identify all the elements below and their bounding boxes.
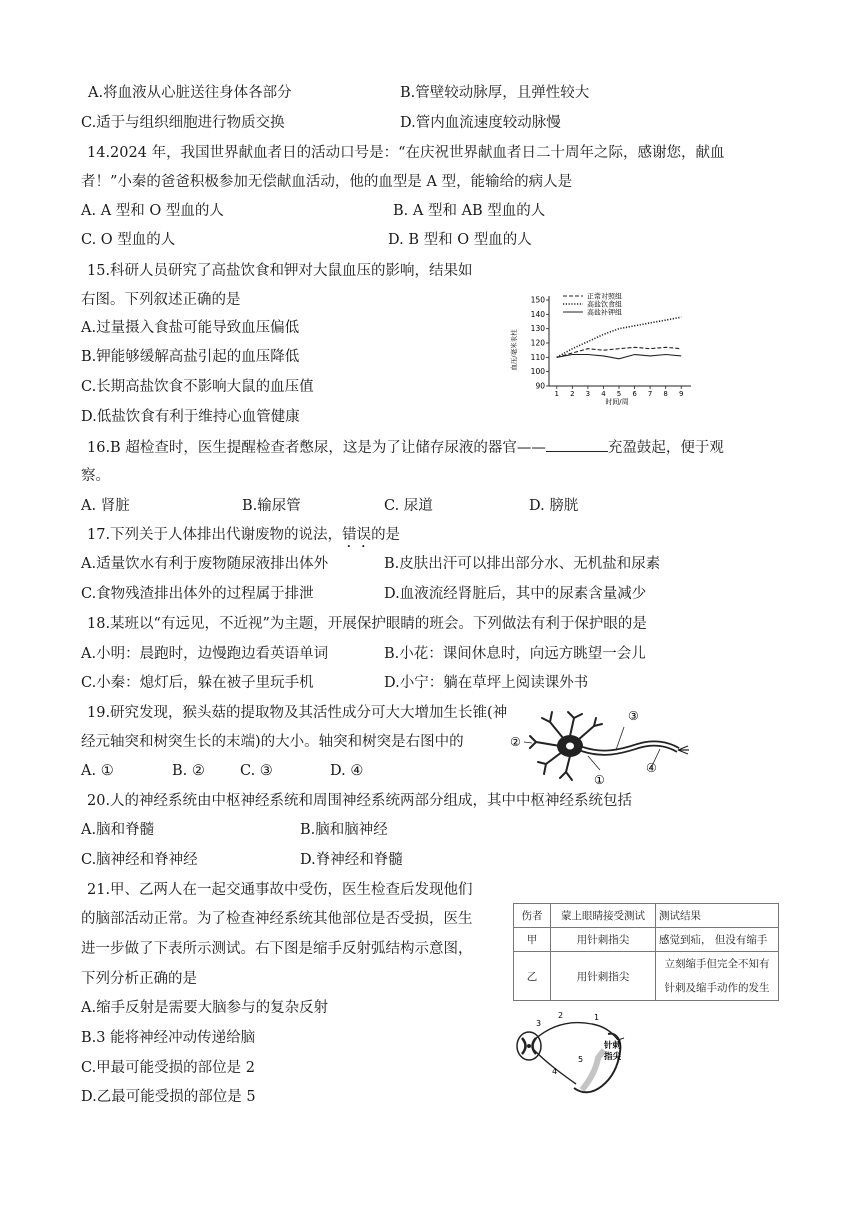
chart-x-tick-label: 7 bbox=[647, 390, 653, 398]
chart-x-tick-label: 4 bbox=[601, 390, 606, 398]
table-cell-line: 针刺及缩手动作的发生 bbox=[664, 982, 770, 994]
spinal-cord-icon bbox=[517, 1032, 541, 1060]
chart-x-tick-label: 3 bbox=[585, 390, 591, 398]
q17-stem-part2: 的是 bbox=[371, 527, 401, 543]
chart-y-tick-label: 140 bbox=[530, 309, 545, 319]
q14-stem-line1: 14.2024 年，我国世界献血者日的活动口号是：“在庆祝世界献血者日二十周年之际，感谢您，献血 bbox=[87, 145, 725, 161]
chart-y-tick-label: 130 bbox=[530, 324, 545, 334]
q13-option-c: C.适于与组织细胞进行物质交换 bbox=[81, 115, 285, 131]
q15-option-c: C.长期高盐饮食不影响大鼠的血压值 bbox=[81, 379, 314, 395]
neuron-label-4: ④ bbox=[646, 761, 657, 775]
table-cell: 用针刺指尖 bbox=[551, 928, 656, 952]
q16-stem-line2: 察。 bbox=[81, 468, 110, 484]
q15-option-a: A.过量摄入食盐可能导致血压偏低 bbox=[81, 320, 300, 336]
chart-y-tick-label: 100 bbox=[530, 367, 545, 377]
q19-option-a: A. ① bbox=[81, 763, 114, 779]
arc-needle-label-line1: 针刺 bbox=[604, 1041, 622, 1051]
q16-stem-part2: 充盈鼓起，便于观 bbox=[607, 440, 724, 456]
chart-x-axis-label: 时间/周 bbox=[605, 398, 629, 406]
table-header-cell: 测试结果 bbox=[656, 904, 779, 928]
chart-legend-label: 高盐饮食组 bbox=[587, 300, 622, 309]
table-cell: 乙 bbox=[514, 952, 551, 1001]
q20-option-a: A.脑和脊髓 bbox=[81, 822, 155, 838]
chart-x-tick-label: 9 bbox=[678, 390, 684, 398]
q21-stem-line4: 下列分析正确的是 bbox=[81, 971, 197, 987]
q19-option-b: B. ② bbox=[172, 763, 205, 779]
q16-option-d: D. 膀胱 bbox=[529, 498, 579, 514]
chart-y-tick-label: 90 bbox=[535, 381, 545, 391]
q18-option-d: D.小宁：躺在草坪上阅读课外书 bbox=[384, 675, 589, 691]
q17-option-d: D.血液流经肾脏后，其中的尿素含量减少 bbox=[384, 586, 647, 602]
table-cell: 感觉到疝， 但没有缩手 bbox=[656, 928, 779, 952]
table-header-row bbox=[514, 904, 779, 928]
test-results-table bbox=[513, 903, 779, 1001]
q21-option-c: C.甲最可能受损的部位是 2 bbox=[81, 1060, 256, 1076]
q14-option-c: C. O 型血的人 bbox=[81, 232, 176, 248]
q21-option-d: D.乙最可能受损的部位是 5 bbox=[81, 1089, 256, 1105]
q15-option-b: B.钾能够缓解高盐引起的血压降低 bbox=[81, 349, 300, 365]
q21-option-a: A.缩手反射是需要大脑参与的复杂反射 bbox=[81, 1000, 329, 1016]
neuron-label-2: ② bbox=[510, 735, 521, 749]
reflex-arc-diagram bbox=[512, 1010, 630, 1100]
q16-option-a: A. 肾脏 bbox=[81, 498, 130, 514]
q18-option-a: A.小明：晨跑时，边慢跑边看英语单词 bbox=[81, 646, 329, 662]
chart-x-tick-label: 5 bbox=[616, 390, 622, 398]
neuron-label-1: ① bbox=[594, 773, 605, 787]
q18-stem: 18.某班以“有远见，不近视”为主题，开展保护眼睛的班会。下列做法有利于保护眼的是 bbox=[87, 616, 647, 632]
q17-stem bbox=[87, 525, 400, 551]
q16-stem-part1: 16.B 超检查时，医生提醒检查者憋尿，这是为了让储存尿液的器官—— bbox=[87, 440, 546, 456]
q13-option-b: B.管壁较动脉厚，且弹性较大 bbox=[400, 85, 590, 101]
table-cell: 甲 bbox=[514, 928, 551, 952]
chart-y-axis-label: 血压/毫米汞柱 bbox=[510, 329, 518, 371]
q14-stem-line2: 者！”小秦的爸爸积极参加无偿献血活动，他的血型是 A 型，能输给的病人是 bbox=[81, 174, 573, 190]
chart-x-tick-label: 6 bbox=[632, 390, 637, 398]
chart-series-line bbox=[557, 347, 681, 357]
q20-stem: 20.人的神经系统由中枢神经系统和周围神经系统两部分组成，其中中枢神经系统包括 bbox=[87, 793, 633, 809]
chart-y-tick-label: 110 bbox=[530, 352, 545, 362]
chart-series-line bbox=[557, 317, 681, 357]
q20-option-c: C.脑神经和脊神经 bbox=[81, 852, 198, 868]
q21-option-b: B.3 能将神经冲动传递给脑 bbox=[81, 1030, 256, 1046]
arc-label-3: 3 bbox=[536, 1019, 542, 1028]
q15-option-d: D.低盐饮食有利于维持心血管健康 bbox=[81, 409, 300, 425]
q21-stem-line2: 的脑部活动正常。为了检查神经系统其他部位是否受损，医生 bbox=[81, 911, 473, 927]
q16-option-c: C. 尿道 bbox=[384, 498, 433, 514]
blood-pressure-chart bbox=[505, 288, 695, 408]
arc-label-4: 4 bbox=[552, 1067, 558, 1076]
arc-label-2: 2 bbox=[558, 1011, 564, 1020]
table-header-cell: 蒙上眼睛接受测试 bbox=[551, 904, 656, 928]
table-cell: 用针刺指尖 bbox=[551, 952, 656, 1001]
chart-y-tick-label: 120 bbox=[530, 338, 545, 348]
q14-option-d: D. B 型和 O 型血的人 bbox=[388, 232, 532, 248]
q14-option-a: A. A 型和 O 型血的人 bbox=[81, 203, 224, 219]
q17-emphasis: 错误 bbox=[342, 527, 372, 543]
q13-option-d: D.管内血流速度较动脉慢 bbox=[400, 115, 561, 131]
q14-option-b: B. A 型和 AB 型血的人 bbox=[393, 203, 546, 219]
table-cell bbox=[656, 952, 779, 1001]
q18-option-c: C.小秦：熄灯后，躲在被子里玩手机 bbox=[81, 675, 314, 691]
table-header-cell: 伤者 bbox=[514, 904, 551, 928]
q20-option-d: D.脊神经和脊髓 bbox=[300, 852, 403, 868]
chart-legend-label: 高盐补钾组 bbox=[587, 308, 622, 317]
q17-option-c: C.食物残渣排出体外的过程属于排泄 bbox=[81, 586, 314, 602]
arc-needle-label-line2: 指尖 bbox=[604, 1052, 622, 1062]
chart-legend-label: 正常对照组 bbox=[587, 292, 622, 301]
table-row bbox=[514, 928, 779, 952]
arc-label-5: 5 bbox=[578, 1055, 584, 1064]
answer-blank bbox=[546, 437, 608, 452]
chart-series-line bbox=[557, 355, 681, 359]
q18-option-b: B.小花：课间休息时，向远方眺望一会儿 bbox=[384, 646, 646, 662]
chart-x-tick-label: 2 bbox=[570, 390, 575, 398]
q19-option-d: D. ④ bbox=[330, 763, 364, 779]
chart-y-tick-label: 150 bbox=[530, 295, 545, 305]
table-row bbox=[514, 952, 779, 1001]
q19-stem-line2: 经元轴突和树突生长的末端)的大小。轴突和树突是右图中的 bbox=[81, 734, 464, 750]
q20-option-b: B.脑和脑神经 bbox=[300, 822, 388, 838]
chart-x-tick-label: 8 bbox=[663, 390, 668, 398]
chart-x-tick-label: 1 bbox=[554, 390, 560, 398]
q19-stem-line1: 19.研究发现，猴头菇的提取物及其活性成分可大大增加生长锥(神 bbox=[87, 705, 508, 721]
q19-option-c: C. ③ bbox=[240, 763, 273, 779]
neuron-diagram bbox=[508, 706, 698, 788]
q17-option-a: A.适量饮水有利于废物随尿液排出体外 bbox=[81, 556, 329, 572]
table-cell-line: 立刻缩手但完全不知有 bbox=[664, 958, 770, 970]
neuron-label-3: ③ bbox=[628, 709, 639, 723]
arc-label-1: 1 bbox=[594, 1013, 600, 1022]
q15-stem-line1: 15.科研人员研究了高盐饮食和钾对大鼠血压的影响，结果如 bbox=[87, 263, 473, 279]
q17-stem-part1: 17.下列关于人体排出代谢废物的说法， bbox=[87, 527, 343, 543]
q16-option-b: B.输尿管 bbox=[242, 498, 301, 514]
q16-stem-line1 bbox=[87, 437, 724, 458]
q21-stem-line1: 21.甲、乙两人在一起交通事故中受伤，医生检查后发现他们 bbox=[87, 882, 473, 898]
q21-stem-line3: 进一步做了下表所示测试。右下图是缩手反射弧结构示意图， bbox=[81, 941, 473, 957]
q17-option-b: B.皮肤出汗可以排出部分水、无机盐和尿素 bbox=[384, 556, 661, 572]
q15-stem-line2: 右图。下列叙述正确的是 bbox=[81, 292, 241, 308]
q13-option-a: A.将血液从心脏送往身体各部分 bbox=[88, 85, 292, 101]
